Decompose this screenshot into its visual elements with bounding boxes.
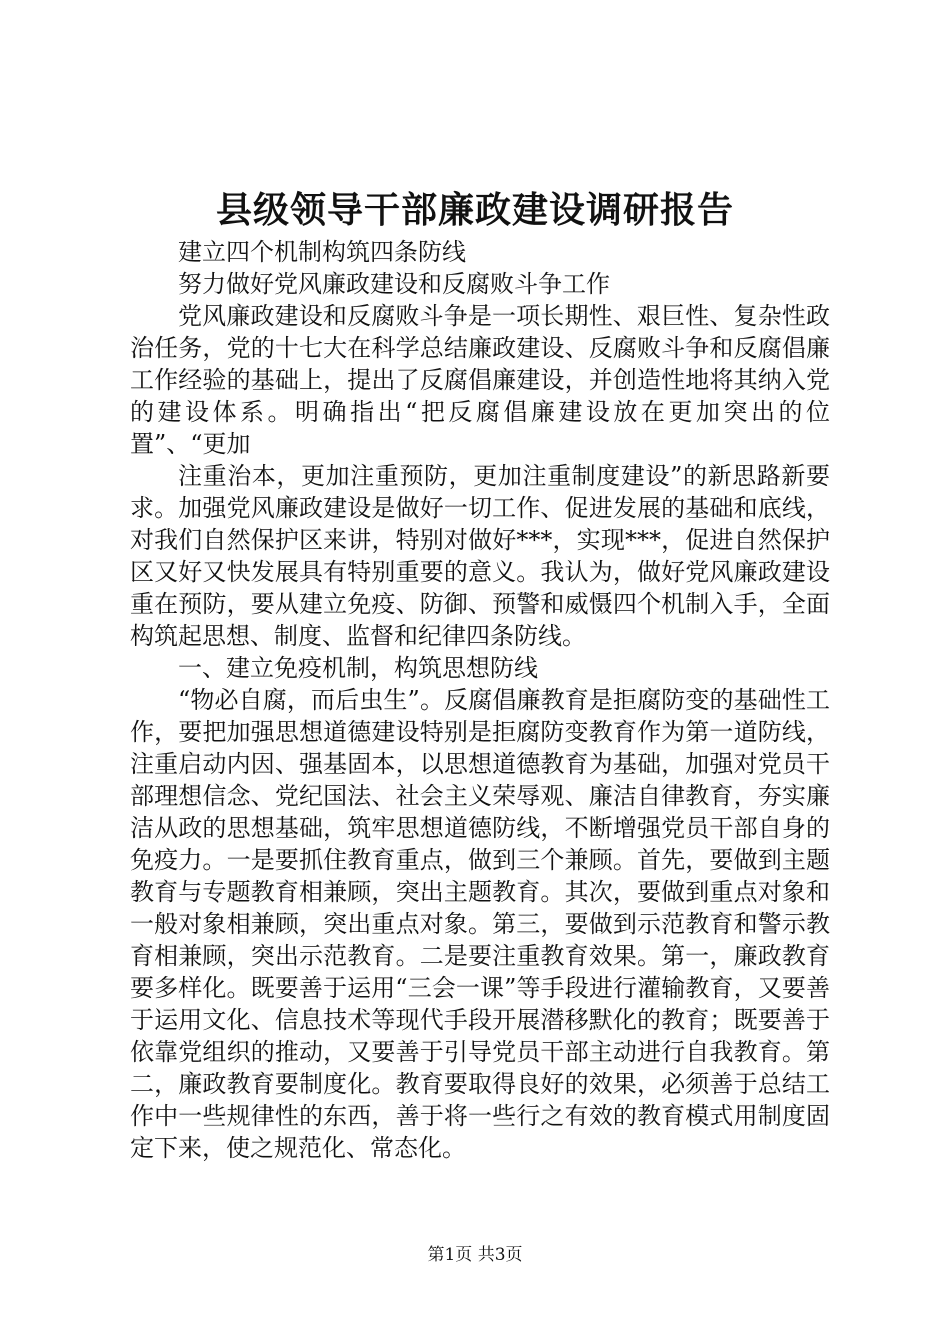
subtitle-line-2: 努力做好党风廉政建设和反腐败斗争工作	[178, 270, 610, 298]
section-heading: 一、建立免疫机制，构筑思想防线	[178, 654, 538, 682]
subtitle-line-1: 建立四个机制构筑四条防线	[178, 238, 466, 266]
body-paragraph: 党风廉政建设和反腐败斗争是一项长期性、艰巨性、复杂性政治任务，党的十七大在科学总结廉政建设、反腐败斗争和反腐倡廉工作经验的基础上，提出了反腐倡廉建设，并创造性地将其纳入党的建设体系。明确指出“把反腐倡廉建设放在更加突出的位置”、“更加	[130, 302, 830, 458]
page-footer: 第1页 共3页	[427, 1245, 523, 1265]
body-paragraph: 注重治本，更加注重预防，更加注重制度建设”的新思路新要求。加强党风廉政建设是做好一切工作、促进发展的基础和底线，对我们自然保护区来讲，特别对做好***，实现***，促进自然保护区又好又快发展具有特别重要的意义。我认为，做好党风廉政建设重在预防，要从建立免疫、防御、预警和威慑四个机制入手，全面构筑起思想、制度、监督和纪律四条防线。	[130, 462, 830, 650]
body-paragraph: “物必自腐，而后虫生”。反腐倡廉教育是拒腐防变的基础性工作，要把加强思想道德建设特别是拒腐防变教育作为第一道防线，注重启动内因、强基固本，以思想道德教育为基础，加强对党员干部理想信念、党纪国法、社会主义荣辱观、廉洁自律教育，夯实廉洁从政的思想基础，筑牢思想道德防线，不断增强党员干部自身的免疫力。一是要抓住教育重点，做到三个兼顾。首先，要做到主题教育与专题教育相兼顾，突出主题教育。其次，要做到重点对象和一般对象相兼顾，突出重点对象。第三，要做到示范教育和警示教育相兼顾，突出示范教育。二是要注重教育效果。第一，廉政教育要多样化。既要善于运用“三会一课”等手段进行灌输教育，又要善于运用文化、信息技术等现代手段开展潜移默化的教育；既要善于依靠党组织的推动，又要善于引导党员干部主动进行自我教育。第二，廉政教育要制度化。教育要取得良好的效果，必须善于总结工作中一些规律性的东西，善于将一些行之有效的教育模式用制度固定下来，使之规范化、常态化。	[130, 686, 830, 1162]
document-title: 县级领导干部廉政建设调研报告	[215, 189, 734, 231]
document-body	[130, 236, 830, 1164]
